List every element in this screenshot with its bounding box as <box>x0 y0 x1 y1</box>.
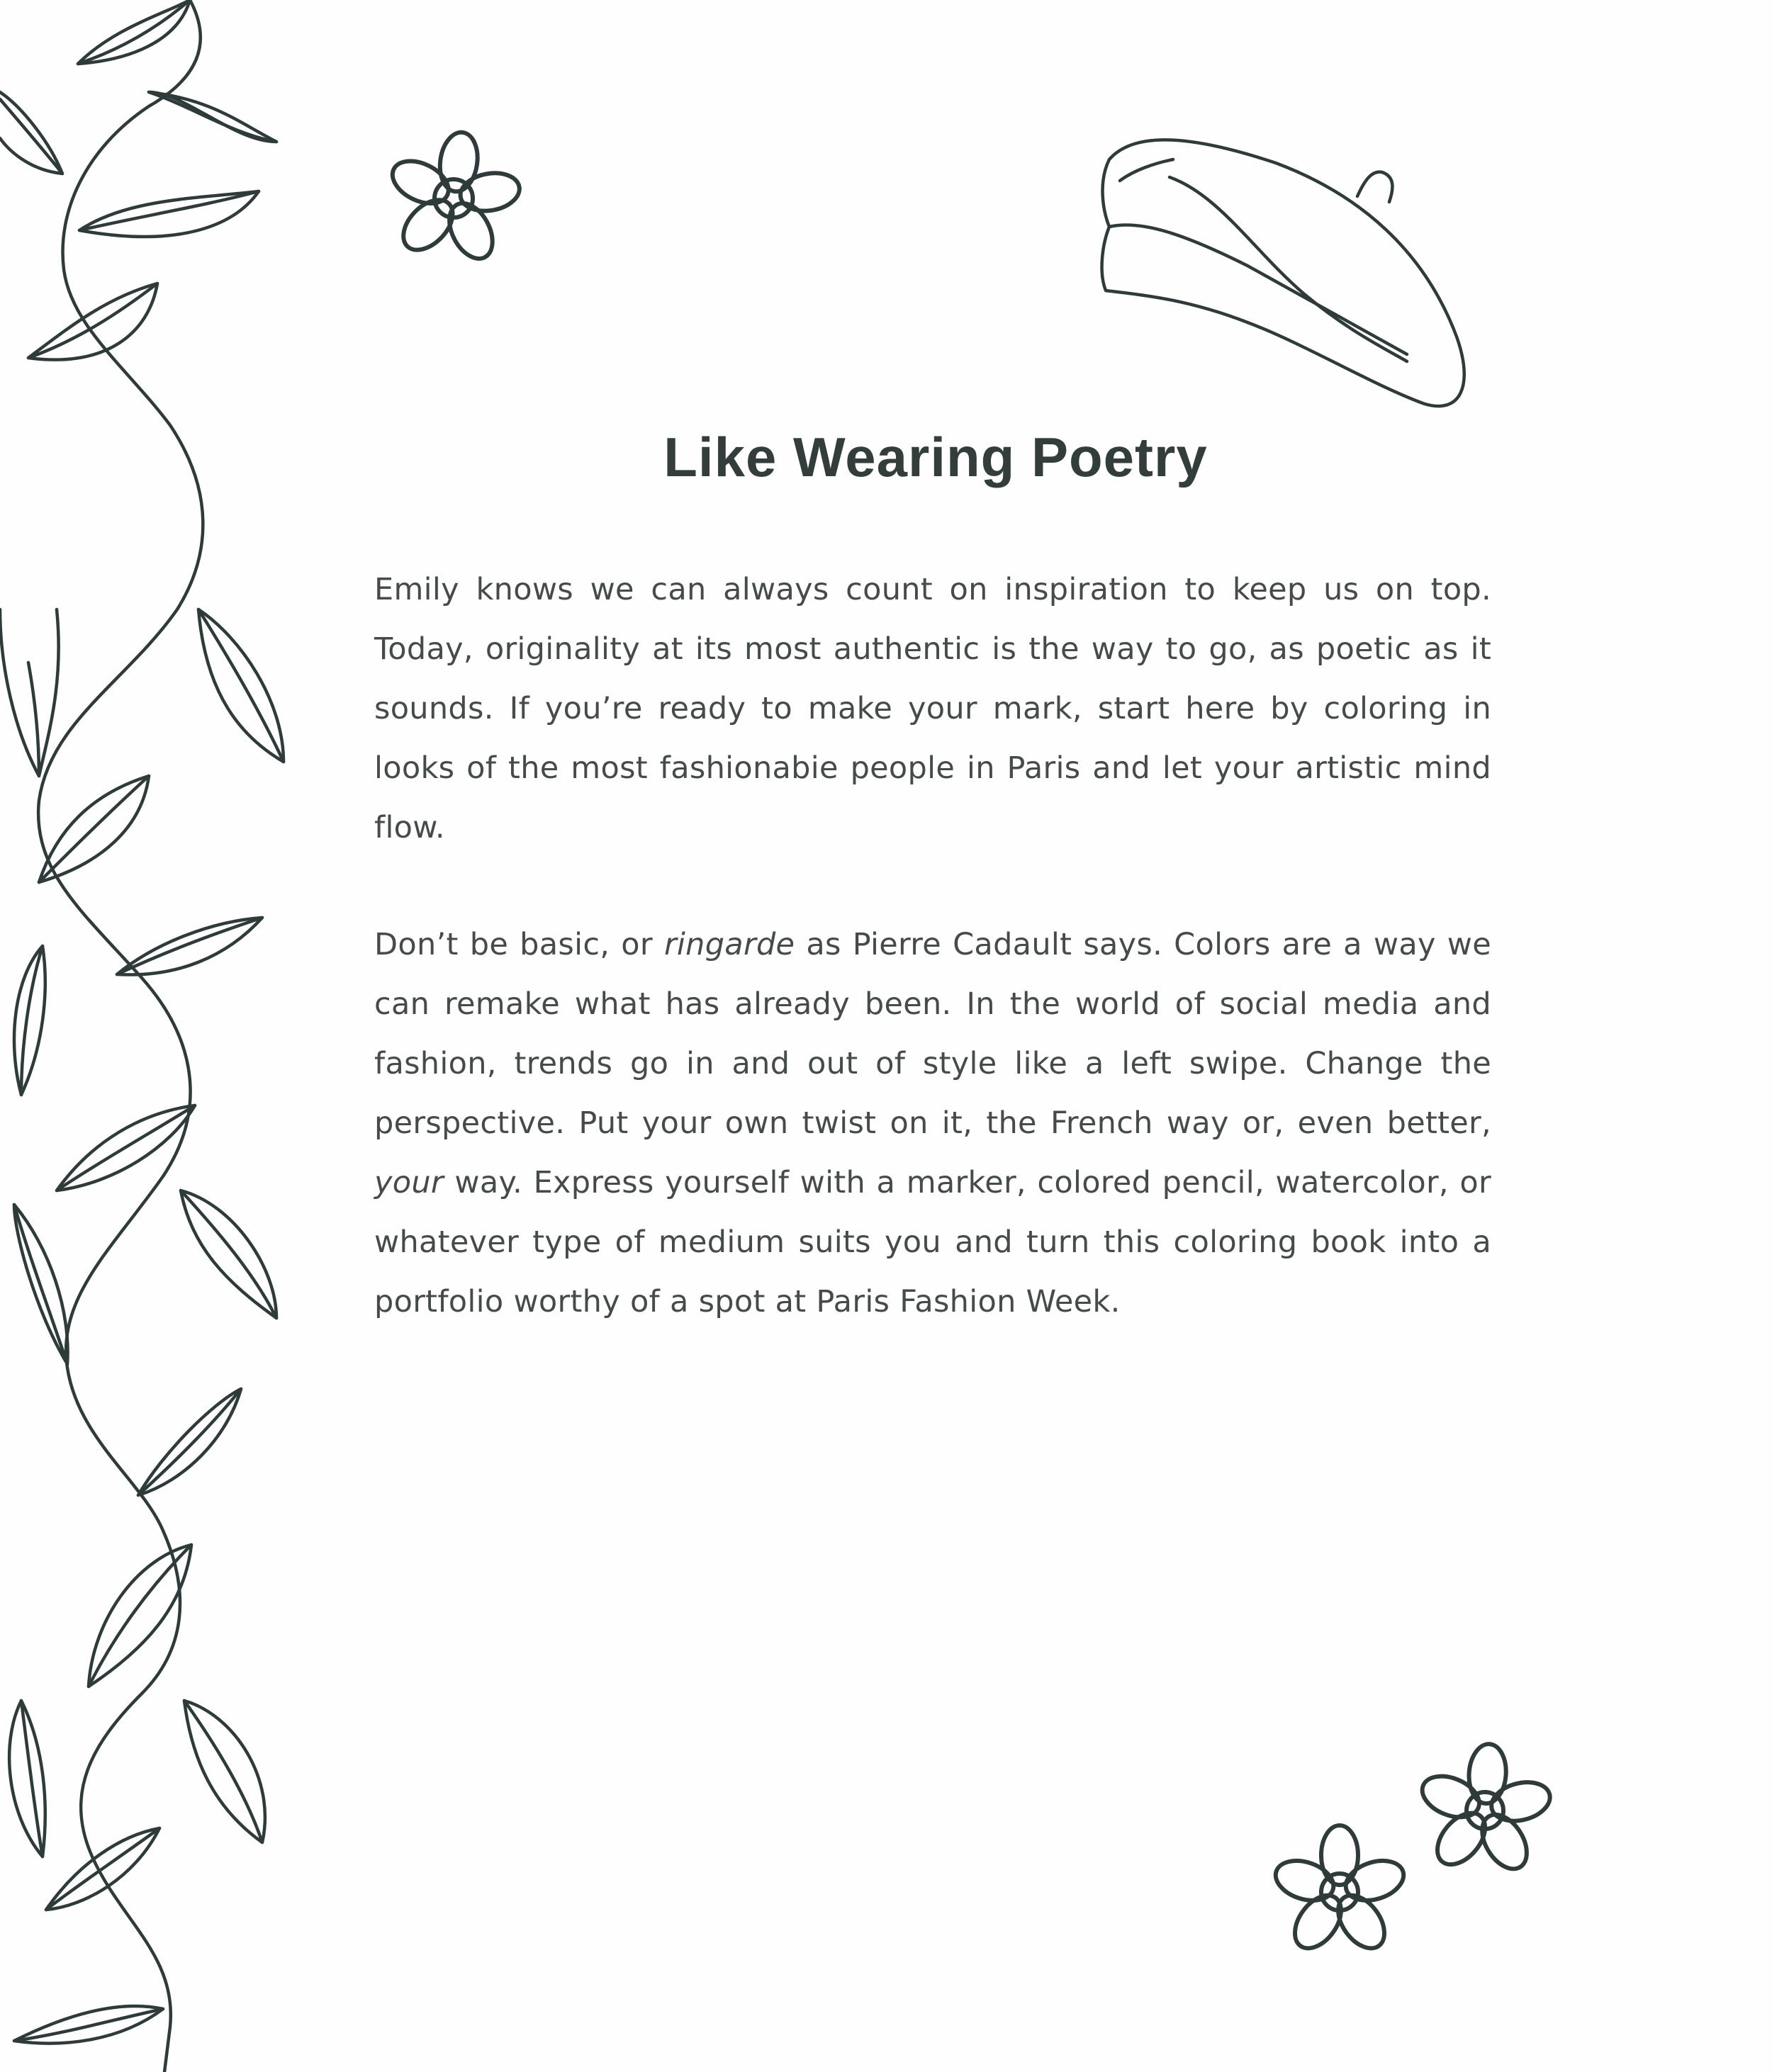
intro-paragraph: Emily knows we can always count on inspiration to keep us on top. Today, originality at its most authentic is the way to go, as poetic as it sounds. If you’re ready to make your mark, start here by coloring in looks of the most fashionabie people in Paris and let your artistic mind flow. <box>374 572 1491 845</box>
text-segment: as Pierre Cadault says. Colors are a way we can remake what has already been. In the world of social media and fashion, trends go in and out of style like a left swipe. Change the perspective. Put your own twist on it, the French way or, even better, <box>374 927 1491 1141</box>
text-segment: way. Express yourself with a marker, colored pencil, watercolor, or whatever type of medium suits you and turn this coloring book into a portfolio worthy of a spot at Paris Fashion Week. <box>374 1165 1491 1319</box>
flower-icon <box>379 128 528 269</box>
italic-word-your: your <box>374 1165 444 1200</box>
flower-icon <box>1265 1821 1414 1963</box>
body-paragraph <box>374 915 1491 1331</box>
italic-word-ringarde: ringarde <box>663 927 795 962</box>
beret-icon <box>1092 131 1474 415</box>
flower-icon <box>1411 1740 1559 1881</box>
vine-border-icon <box>0 0 298 2072</box>
text-segment: Don’t be basic, or <box>374 927 664 962</box>
page-title: Like Wearing Poetry <box>663 426 1208 488</box>
